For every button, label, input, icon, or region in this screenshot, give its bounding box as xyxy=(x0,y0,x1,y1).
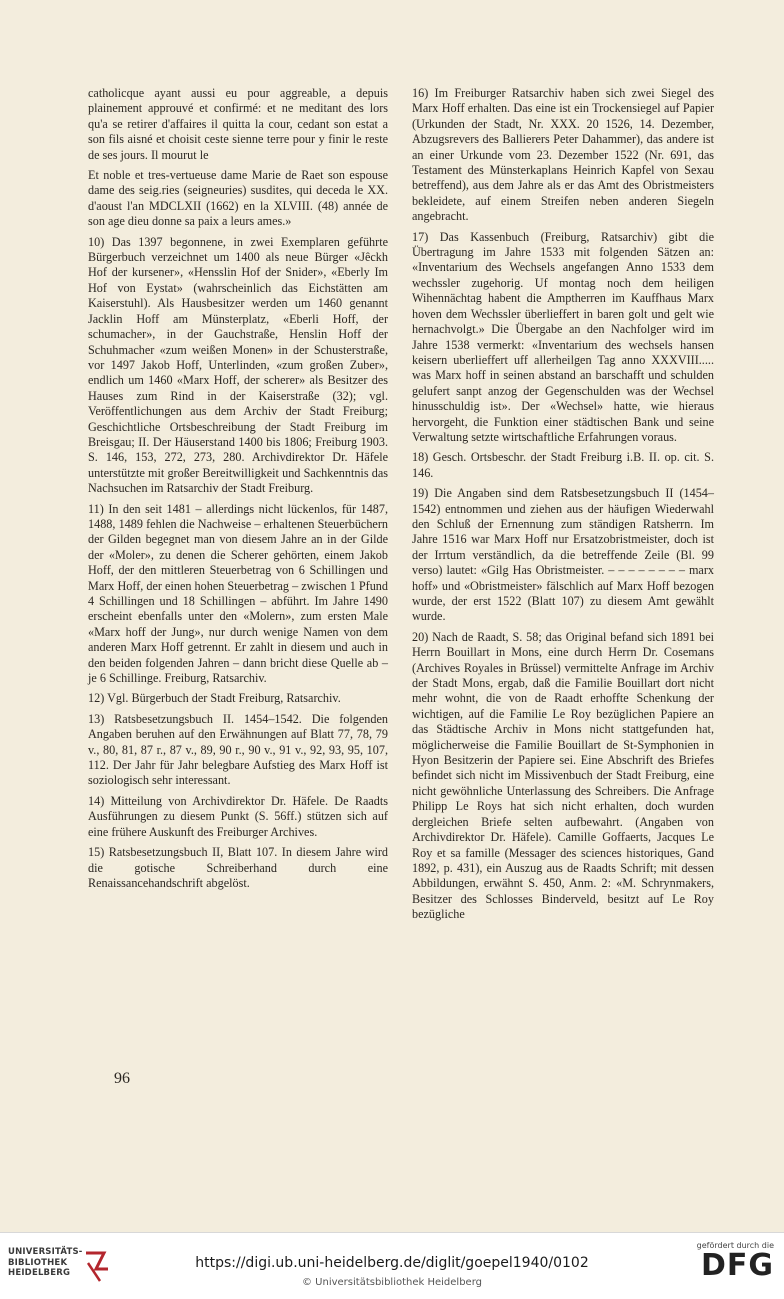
footnote-12: 12) Vgl. Bürgerbuch der Stadt Freiburg, Ratsarchiv. xyxy=(88,691,341,706)
page-number: 96 xyxy=(114,1070,130,1087)
permalink-url[interactable]: https://digi.ub.uni-heidelberg.de/diglit/goepel1940/0102 xyxy=(195,1255,589,1271)
right-column xyxy=(412,86,714,928)
viewer-footer xyxy=(0,1232,784,1299)
footnote-13: 13) Ratsbesetzungsbuch II. 1454–1542. Die folgenden Angaben beruhen auf den Erwähnungen auf Blatt 77, 78, 79 v., 80, 81, 87 r., 87 v., 89, 90 r., 90 v., 91 v., 92, 93, 95, 107, 112. Der Jahr für Jahr belegbare Aufstieg des Marx Hoff ist soziologisch sehr interessant. xyxy=(88,711,388,788)
footnote-17: 17) Das Kassenbuch (Freiburg, Ratsarchiv) gibt die Übertragung im Jahre 1533 mit folgenden Sätzen an: «Inventarium des Wechsels angefangen Anno 1533 dem wechssler zugehorig. Uf montag noch dem heiligen Wihennächtag habent die Amptherren im Kauffhaus Marx hoven dem Wechssler überlieffert in baren golt und gelt wie hernachvolgt.» Die Übergabe an den Nachfolger wird im Jahre 1538 vermerkt: «Inventarium des wechsels hansen keisern uberlieffert uff allerheilgen Tag anno XXXVIII..... was Marx hoff in seinen abstand an barschafft und schulden gelufert sanpt anzog der Gegenschulden was der Wechsel hinusschuldig ist». Der «Wechsel» hatte, wie hieraus hervorgeht, die Funktion einer städtischen Bank und seine Verwaltung setzte wirtschaftliche Erfahrungen voraus. xyxy=(412,229,714,444)
footnote-19: 19) Die Angaben sind dem Ratsbesetzungsbuch II (1454–1542) entnommen und ziehen aus der häufigen Wiederwahl den Schluß der Ernennung zum ständigen Ratsherrn. Im Jahre 1516 war Marx Hoff nur Ersatzobristmeister, doch ist der Irrtum verständlich, da die betreffende Zeile (Bl. 99 verso) lautet: «Gilg Has Obristmeister. – – – – – – – – marx hoff» und «Obristmeister» fälschlich auf Marx Hoff bezogen wurde, der erst 1522 (Blatt 107) zu diesem Amt gewählt wurde. xyxy=(412,486,714,624)
footnote-20: 20) Nach de Raadt, S. 58; das Original befand sich 1891 bei Herrn Bouillart in Mons, eine durch Herrn Dr. Cosemans (Archives Royales in Brüssel) vermittelte Anfrage im Archiv der Stadt Mons, ergab, daß die Familie Bouillart dort nicht mehr wohnt, die von de Raadt erhoffte Schenkung der wichtigen, auf die Familie Le Roy bezüglichen Papiere an das Städtische Archiv in Mons nicht stattgefunden hat, möglicherweise die Familie Bouillart de St-Symphonien in Hyon Besitzerin der Papiere sei. Eine Abschrift des Briefes befindet sich nicht im Missivenbuch der Stadt Freiburg, eine nicht gewöhnliche Unterlassung des Schreibers. Die Anfrage Philipp Le Roys hat sich nicht erhalten, doch wurden dergleichen Briefe selten aufbewahrt. (Angaben von Archivdirektor Dr. Häfele). Camille Goffaerts, Jacques Le Roy et sa famille (Messager des sciences historiques, Gand 1892, p. 431), ein Auszug aus de Raadts Schrift; mit dessen Abbildungen, erwähnt S. 450, Anm. 2: «M. Schrynmakers, Besitzer des Schlosses Binderveld, besitzt auf Le Roy bezügliche xyxy=(412,629,714,922)
left-column xyxy=(88,86,388,896)
footnote-16: 16) Im Freiburger Ratsarchiv haben sich zwei Siegel des Marx Hoff erhalten. Das eine ist ein Trockensiegel auf Papier (Urkunden der Stadt, Nr. XXX. 20 1526, 14. Dezember, Abzugsrevers des Ballierers Peter Dahammer), das andere ist an einer Urkunde vom 23. Dezember 1522 (Nr. 691, das Testament des Münsterkaplans Heinrich Kapfel von Sexau betreffend), aus dem Jahre als er das Amt des Obristmeisters bekleidete, auf einem Streifen neben anderen Siegeln angebracht. xyxy=(412,86,714,224)
footnote-9-continuation: catholicque ayant aussi eu pour aggreable, a depuis plainement approuvé et confirmé: et ne meditant des lors qu'a se retirer d'affaires il quitta la cour, cedant son estat a son fils aisné et choisit ceste sienne terre pour y finir le reste de ses jours. Il mourut le xyxy=(88,86,388,162)
footnote-10: 10) Das 1397 begonnene, in zwei Exemplaren geführte Bürgerbuch verzeichnet um 1400 als neue Bürger «Jêckh Hof der kursener», «Hensslin Hof der Snider», «Eberly Im Hof von Eystat» (wahrscheinlich das Eichstätten am Kaiserstuhl). Als Hausbesitzer werden um 1460 genannt Jacklin Hoff am Münsterplatz, «Eberli Hoff, der schumacher», in der Gauchstraße, Henslin Hoff der Schuhmacher «zum weißen Monen» in der Schusterstraße, vor 1497 Jakob Hoff, Unterlinden, «zum großen Zuber», endlich um 1460 «Marx Hoff, der scherer» als Besitzer des Hauses zum Rind in der Kaiserstraße (32); vgl. Veröffentlichungen aus dem Archiv der Stadt Freiburg; Geschichtliche Ortsbeschreibung der Stadt Freiburg im Breisgau; II. Der Häuserstand 1400 bis 1806; Freiburg 1903. S. 146, 153, 272, 273, 280. Archivdirektor Dr. Häfele unterstützte mit großer Bereitwilligkeit und Sachkenntnis das Nachsuchen im Ratsarchiv der Stadt Freiburg. xyxy=(88,234,388,496)
logo-text: UNIVERSITÄTS- BIBLIOTHEK HEIDELBERG xyxy=(8,1247,83,1278)
footnote-9-tail: Et noble et tres-vertueuse dame Marie de Raet son espouse dame des seig.ries (seigneuries) susdites, qui deceda le XX. d'aoust l'an MDCLXII (1662) en la XLVIII. (48) année de son age dieu donne sa paix a leurs ames.» xyxy=(88,168,388,229)
dfg-wordmark: DFG xyxy=(700,1248,774,1283)
footnote-14: 14) Mitteilung von Archivdirektor Dr. Häfele. De Raadts Ausführungen zu diesem Punkt (S. 56ff.) stützen sich auf eine frühere Auskunft des Freiburger Archives. xyxy=(88,793,388,839)
copyright-notice: © Universitätsbibliothek Heidelberg xyxy=(301,1277,482,1288)
dfg-logo[interactable] xyxy=(690,1241,774,1295)
footnote-15: 15) Ratsbesetzungsbuch II, Blatt 107. In diesem Jahre wird die gotische Schreiberhand durch eine Renaissancehandschrift abgelöst. xyxy=(88,845,388,890)
footnote-11: 11) In den seit 1481 – allerdings nicht lückenlos, für 1487, 1488, 1489 fehlen die Nachweise – erhaltenen Steuerbüchern der Gilden begegnet man von diesem Jahre an in der Gilde der «Moler», zu denen die Scherer gehörten, einem Jakob Hoff, der den mittleren Steuerbetrag von 6 Schillingen und Marx Hoff, der einen hohen Steuerbetrag – zwischen 1 Pfund 4 Schillingen und 18 Schillingen – abführt. Im Jahre 1490 erscheint ebenfalls unter den «Molern», zum ersten Male «Marx hoff der Jung», nur durch wenige Namen von dem anderen Marx Hoff getrennt. Er zahlt in diesem und auch in den beiden folgenden Jahren – dann bricht diese Quelle ab – je 6 Schillinge. Freiburg, Ratsarchiv. xyxy=(88,501,388,686)
footnote-18: 18) Gesch. Ortsbeschr. der Stadt Freiburg i.B. II. op. cit. S. 146. xyxy=(412,450,714,480)
dfg-caption: gefördert durch die xyxy=(696,1241,774,1250)
